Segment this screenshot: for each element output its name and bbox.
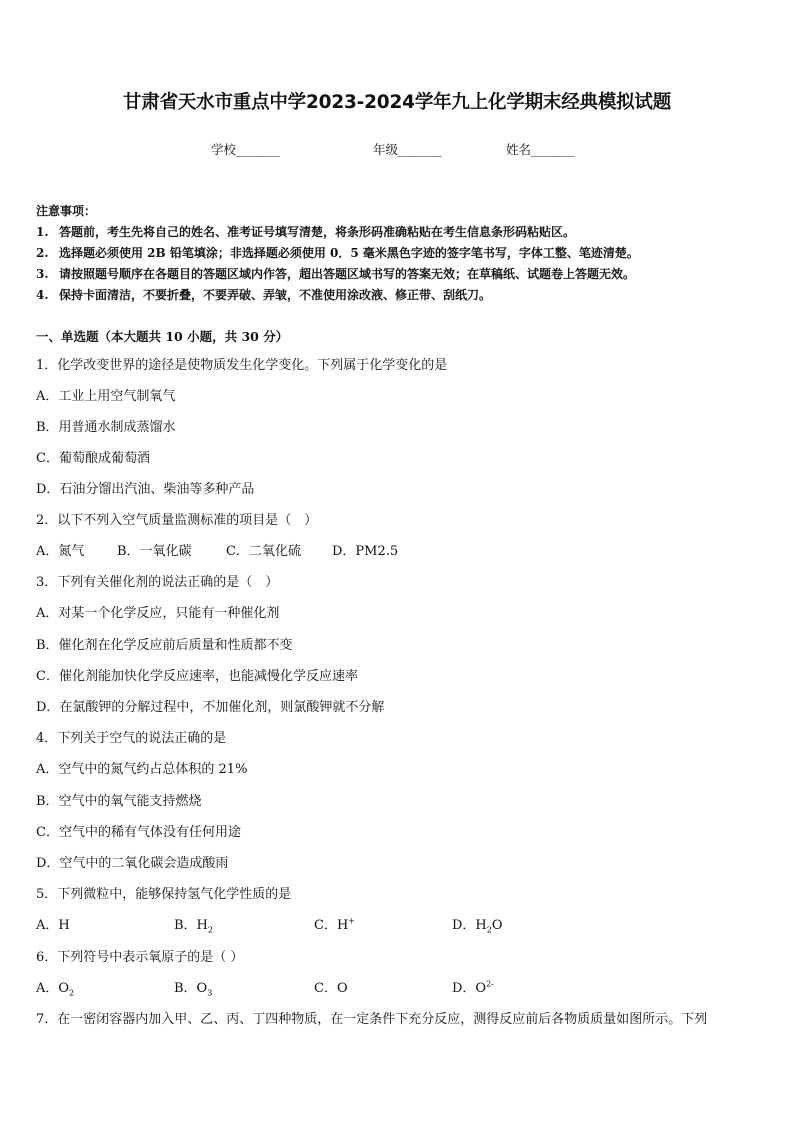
q6-b-text: B．O (174, 981, 208, 996)
name-field[interactable] (506, 140, 575, 158)
notice-num: 1. (36, 225, 49, 239)
q5-option-d[interactable] (452, 914, 503, 935)
q5-d-sub: 2 (486, 925, 492, 935)
q6-options-row (36, 977, 756, 997)
q6-option-a[interactable] (36, 977, 74, 998)
q1-option-c[interactable]: C．葡萄酿成葡萄酒 (36, 451, 150, 466)
notice-item (36, 264, 766, 285)
q2-option-d[interactable]: D．PM2.5 (332, 544, 399, 559)
notice-item (36, 222, 766, 243)
name-blank[interactable]: _______ (531, 142, 575, 157)
q5-d-post: O (491, 918, 503, 933)
school-field[interactable] (211, 140, 280, 158)
q5-option-b[interactable] (174, 914, 213, 935)
school-label: 学校 (211, 142, 237, 157)
notice-text: 请按照题号顺序在各题目的答题区域内作答，超出答题区域书写的答案无效；在草稿纸、试题卷上答题无效。 (59, 267, 636, 281)
q5-options-row (36, 914, 756, 934)
q4-option-a[interactable]: A．空气中的氮气约占总体积的 21% (36, 762, 248, 777)
q3-option-c[interactable]: C．催化剂能加快化学反应速率，也能减慢化学反应速率 (36, 669, 358, 684)
q6-b-sub: 3 (207, 988, 213, 998)
grade-blank[interactable]: _______ (398, 142, 442, 157)
q6-option-d[interactable] (452, 977, 494, 996)
q2-option-c[interactable]: C．二氧化硫 (226, 544, 301, 559)
q6-d-text: D．O (452, 981, 487, 996)
name-label: 姓名 (506, 142, 532, 157)
student-info-row (0, 140, 794, 160)
notice-item (36, 285, 766, 306)
question-4-stem: 4．下列关于空气的说法正确的是 (36, 731, 227, 746)
q5-b-text: B．H (174, 918, 208, 933)
q5-option-a[interactable]: A．H (36, 918, 70, 933)
q6-a-sub: 2 (69, 988, 75, 998)
q6-d-sup: 2- (486, 979, 494, 989)
q2-option-a[interactable]: A．氮气 (36, 544, 85, 559)
q1-option-a[interactable]: A．工业上用空气制氧气 (36, 389, 176, 404)
page-title: 甘肃省天水市重点中学2023-2024学年九上化学期末经典模拟试题 (122, 92, 672, 113)
notice-text: 答题前，考生先将自己的姓名、准考证号填写清楚，将条形码准确粘贴在考生信息条形码粘贴区。 (59, 225, 576, 239)
q4-option-b[interactable]: B．空气中的氧气能支持燃烧 (36, 794, 202, 809)
q1-option-d[interactable]: D．石油分馏出汽油、柴油等多种产品 (36, 482, 255, 497)
q5-b-sub: 2 (207, 925, 213, 935)
q5-option-c[interactable] (314, 914, 355, 933)
q4-option-c[interactable]: C．空气中的稀有气体没有任何用途 (36, 825, 241, 840)
notice-num: 3. (36, 267, 49, 281)
notice-num: 4. (36, 288, 49, 302)
q3-option-b[interactable]: B．催化剂在化学反应前后质量和性质都不变 (36, 638, 293, 653)
school-blank[interactable]: _______ (236, 142, 280, 157)
question-5-stem: 5．下列微粒中，能够保持氢气化学性质的是 (36, 887, 292, 902)
q1-option-b[interactable]: B．用普通水制成蒸馏水 (36, 420, 176, 435)
q2-options-row (36, 540, 756, 560)
question-7-stem: 7．在一密闭容器内加入甲、乙、丙、丁四种物质，在一定条件下充分反应，测得反应前后各物质质量如图所示。下列 (36, 1012, 708, 1027)
q3-option-d[interactable]: D．在氯酸钾的分解过程中，不加催化剂，则氯酸钾就不分解 (36, 700, 385, 715)
q5-c-sup: + (348, 916, 355, 926)
question-3-stem: 3．下列有关催化剂的说法正确的是（ ） (36, 575, 279, 590)
notice-num: 2. (36, 246, 49, 260)
notice-block (36, 201, 766, 306)
notice-heading: 注意事项： (36, 204, 97, 218)
q5-c-text: C．H (314, 918, 349, 933)
q6-a-text: A．O (36, 981, 70, 996)
section-heading: 一、单选题（本大题共 10 小题，共 30 分） (36, 329, 289, 344)
grade-field[interactable] (373, 140, 442, 158)
q6-option-c[interactable]: C．O (314, 981, 348, 996)
question-6-stem: 6．下列符号中表示氧原子的是（ ） (36, 950, 244, 965)
q4-option-d[interactable]: D．空气中的二氧化碳会造成酸雨 (36, 856, 229, 871)
notice-item (36, 243, 766, 264)
q6-option-b[interactable] (174, 977, 212, 998)
grade-label: 年级 (373, 142, 399, 157)
question-1-stem: 1．化学改变世界的途径是使物质发生化学变化。下列属于化学变化的是 (36, 358, 448, 373)
notice-text: 选择题必须使用 2B 铅笔填涂；非选择题必须使用 0．5 毫米黑色字迹的签字笔书写，字体工整、笔迹清楚。 (59, 246, 639, 260)
q5-d-text: D．H (452, 918, 487, 933)
notice-text: 保持卡面清洁，不要折叠，不要弄破、弄皱，不准使用涂改液、修正带、刮纸刀。 (59, 288, 492, 302)
q2-option-b[interactable]: B．一氧化碳 (117, 544, 192, 559)
question-2-stem: 2．以下不列入空气质量监测标准的项目是（ ） (36, 513, 318, 528)
q3-option-a[interactable]: A．对某一个化学反应，只能有一种催化剂 (36, 606, 280, 621)
